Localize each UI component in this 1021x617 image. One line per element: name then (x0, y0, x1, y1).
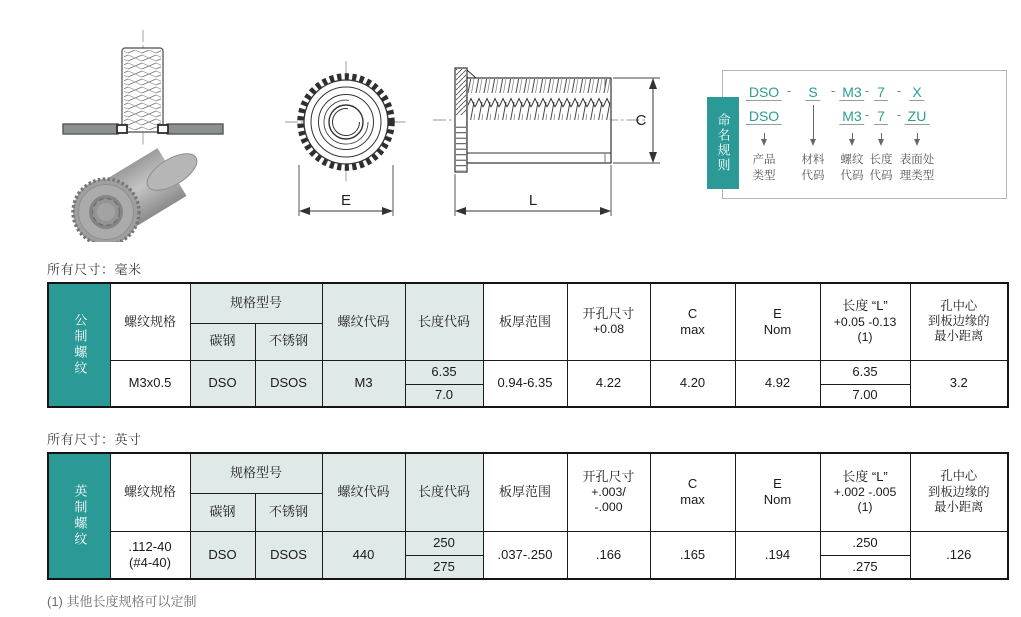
label-length-code: 长度 代码 (869, 154, 893, 182)
col-header-thread-code: 螺纹代码 (322, 453, 405, 531)
cell-edge-distance: .126 (910, 531, 1008, 579)
col-header-thickness: 板厚范围 (483, 453, 567, 531)
down-arrow-icon (852, 133, 853, 142)
cell-hole: .166 (567, 531, 650, 579)
cell-stainless: DSOS (255, 360, 322, 407)
cell-length-code-b: 275 (405, 555, 483, 579)
label-finish-type: 表面处 理类型 (899, 154, 935, 182)
col-header-spec-model: 规格型号 (190, 283, 322, 323)
code-finish-2: ZU (905, 108, 930, 125)
col-header-length-l: 长度 “L” +0.05 -0.13 (1) (820, 283, 910, 360)
cell-length-code-a: 250 (405, 531, 483, 555)
dash: - (896, 107, 902, 122)
dim-label-e: E (340, 192, 352, 209)
cell-hole: 4.22 (567, 360, 650, 407)
naming-rules-box (715, 70, 1007, 199)
label-material-code: 材料 代码 (801, 154, 825, 182)
col-header-hole-size: 开孔尺寸 +.003/ -.000 (567, 453, 650, 531)
cell-thickness: 0.94-6.35 (483, 360, 567, 407)
col-header-edge-distance: 孔中心 到板边缘的 最小距离 (910, 453, 1008, 531)
dimension-drawings (283, 53, 678, 228)
col-header-edge-distance: 孔中心 到板边缘的 最小距离 (910, 283, 1008, 360)
col-header-carbon-steel: 碳钢 (190, 323, 255, 360)
col-header-carbon-steel: 碳钢 (190, 493, 255, 531)
dash: - (830, 83, 836, 98)
col-header-thread-code: 螺纹代码 (322, 283, 405, 360)
front-view-drawing (285, 61, 407, 183)
code-finish-1: X (909, 84, 924, 101)
cell-length-code-b: 7.0 (405, 384, 483, 407)
imperial-spec-table (47, 452, 1009, 580)
col-header-length-code: 长度代码 (405, 453, 483, 531)
cell-edge-distance: 3.2 (910, 360, 1008, 407)
dash: - (864, 107, 870, 122)
down-arrow-icon (917, 133, 918, 142)
col-header-length-code: 长度代码 (405, 283, 483, 360)
cell-thread-code: M3 (322, 360, 405, 407)
metric-side-label: 公制螺纹 (48, 283, 110, 407)
col-header-thread-spec: 螺纹规格 (110, 283, 190, 360)
dash: - (786, 83, 792, 98)
cell-thread-spec: M3x0.5 (110, 360, 190, 407)
imperial-units-label: 所有尺寸：英寸 (47, 432, 142, 447)
cell-carbon: DSO (190, 531, 255, 579)
code-length-1: 7 (874, 84, 888, 101)
label-thread-code: 螺纹 代码 (840, 154, 864, 182)
code-thread-1: M3 (839, 84, 864, 101)
col-header-length-l: 长度 “L” +.002 -.005 (1) (820, 453, 910, 531)
code-length-2: 7 (874, 108, 888, 125)
dim-label-c: C (635, 112, 647, 129)
down-arrow-icon (881, 133, 882, 142)
down-arrow-icon (764, 133, 765, 142)
code-thread-2: M3 (839, 108, 864, 125)
code-product-2: DSO (746, 108, 782, 125)
col-header-stainless-steel: 不锈钢 (255, 323, 322, 360)
dim-label-l: L (528, 192, 538, 209)
cell-stainless: DSOS (255, 531, 322, 579)
label-product-type: 产品 类型 (752, 154, 776, 182)
installed-view-drawing (30, 22, 265, 242)
cell-e-nom: .194 (735, 531, 820, 579)
imperial-side-label: 英制螺纹 (48, 453, 110, 579)
cell-length-code-a: 6.35 (405, 360, 483, 384)
naming-rules-tag: 命名规则 (707, 97, 739, 189)
cell-thickness: .037-.250 (483, 531, 567, 579)
dimension-l (455, 165, 611, 216)
cell-length-l-b: 7.00 (820, 384, 910, 407)
cell-length-l-a: 6.35 (820, 360, 910, 384)
cell-thread-spec: .112-40 (#4-40) (110, 531, 190, 579)
cell-e-nom: 4.92 (735, 360, 820, 407)
down-arrow-icon (813, 105, 814, 142)
metric-spec-table (47, 282, 1009, 408)
col-header-spec-model: 规格型号 (190, 453, 322, 493)
footnote: (1) 其他长度规格可以定制 (47, 594, 197, 609)
col-header-thread-spec: 螺纹规格 (110, 453, 190, 531)
product-3d-render (73, 146, 203, 242)
side-view-drawing (433, 68, 645, 172)
cell-c-max: .165 (650, 531, 735, 579)
col-header-c-max: C max (650, 283, 735, 360)
metric-units-label: 所有尺寸：毫米 (47, 262, 142, 277)
dash: - (896, 83, 902, 98)
col-header-e-nom: E Nom (735, 453, 820, 531)
col-header-e-nom: E Nom (735, 283, 820, 360)
col-header-thickness: 板厚范围 (483, 283, 567, 360)
standoff-side-view (117, 48, 168, 133)
cell-c-max: 4.20 (650, 360, 735, 407)
dash: - (864, 83, 870, 98)
col-header-stainless-steel: 不锈钢 (255, 493, 322, 531)
code-material-1: S (805, 84, 820, 101)
col-header-c-max: C max (650, 453, 735, 531)
cell-thread-code: 440 (322, 531, 405, 579)
cell-carbon: DSO (190, 360, 255, 407)
col-header-hole-size: 开孔尺寸 +0.08 (567, 283, 650, 360)
code-product-1: DSO (746, 84, 782, 101)
cell-length-l-a: .250 (820, 531, 910, 555)
cell-length-l-b: .275 (820, 555, 910, 579)
dimension-c (613, 78, 660, 163)
